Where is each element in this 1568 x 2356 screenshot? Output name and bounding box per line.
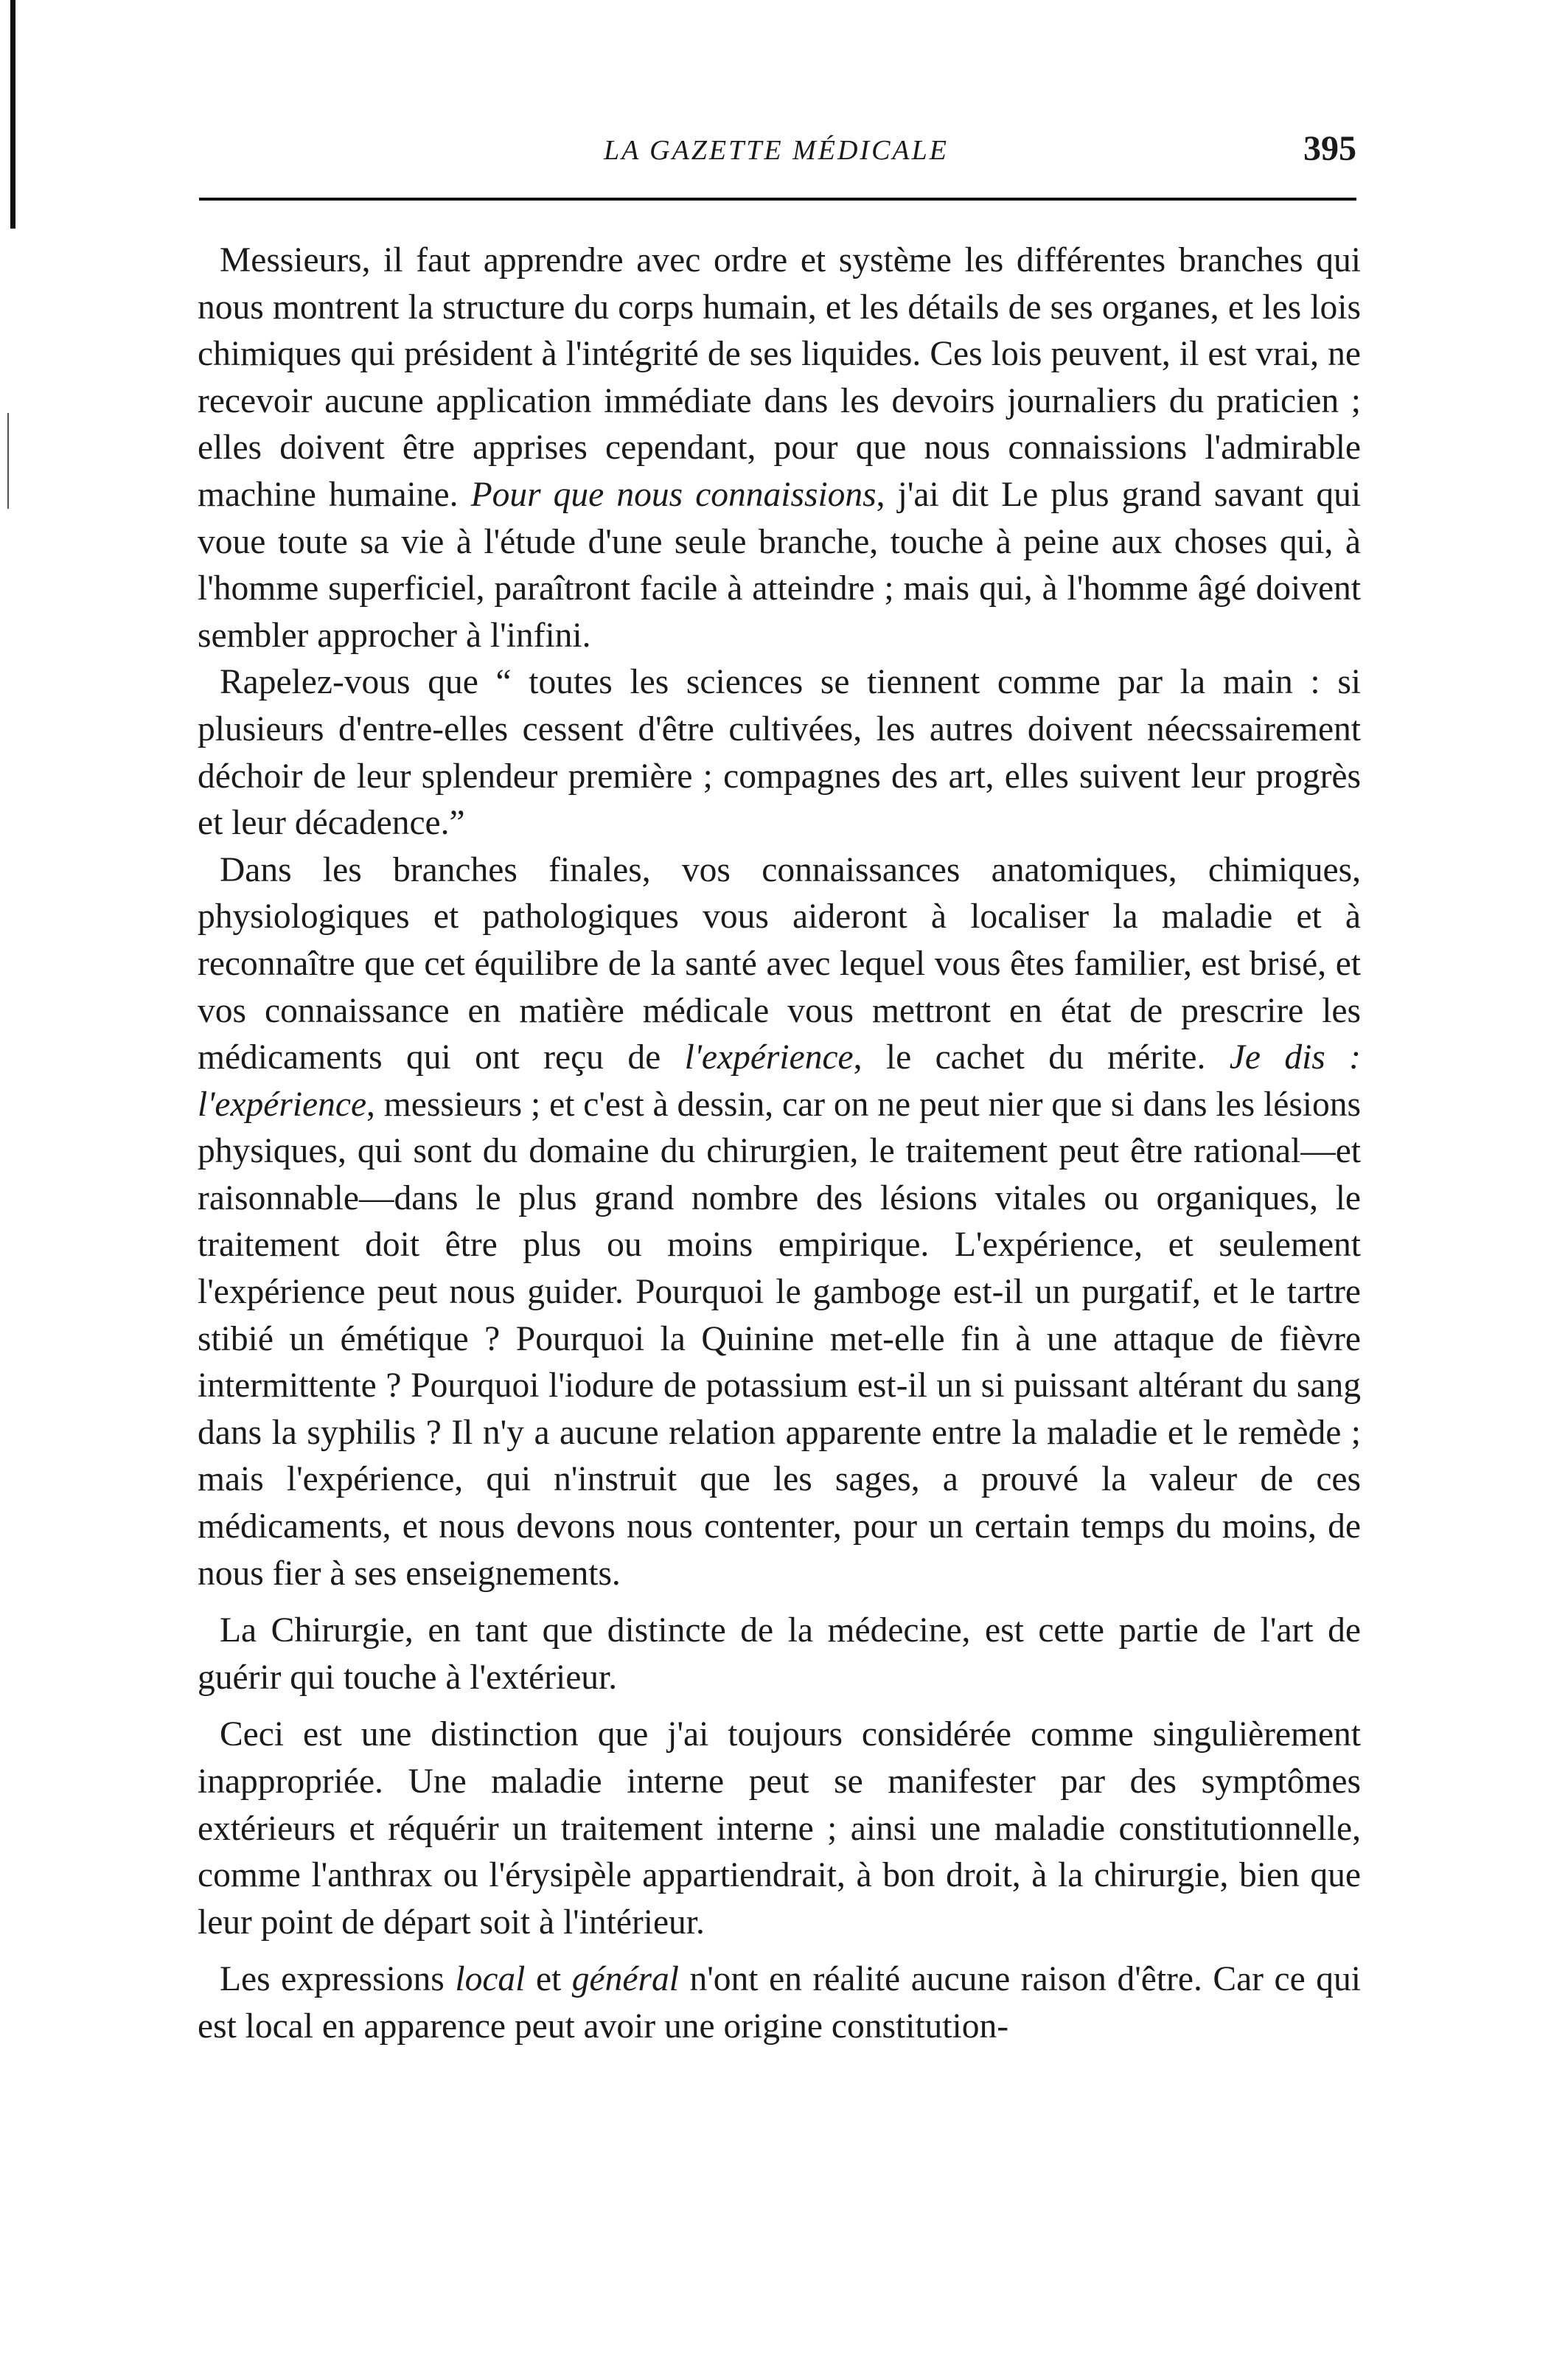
paragraph xyxy=(198,1608,1361,1701)
text-run: , messieurs ; et c'est à dessin, car on ne peut nier que si dans les lésions physiques, qui sont du domaine du chirurgien, le traitement peut être rational—et raisonnable—dans le plus grand nombre des lésions vitales ou organiques, le traitement doit être plus ou moins empirique. L'expérience, et seulement l'expérience peut nous guider. Pourquoi le gamboge est-il un purgatif, et le tartre stibié un émétique ? Pourquoi la Quinine met-elle fin à une attaque de fièvre intermittente ? Pourquoi l'iodure de potassium est-il un si puissant altérant du sang dans la syphilis ? Il n'y a aucune relation apparente entre la maladie et le remède ; mais l'expérience, qui n'instruit que les sages, a prouvé la valeur de ces médicaments, et nous devons nous contenter, pour un certain temps du moins, de nous fier à ses enseignements. xyxy=(198,1085,1361,1593)
italic-text: local xyxy=(455,1960,526,1999)
italic-text: général xyxy=(571,1960,679,1999)
scan-edge-mark xyxy=(10,0,15,229)
page-number: 395 xyxy=(1303,129,1356,168)
italic-text: l'expérience xyxy=(684,1038,854,1077)
text-run: Messieurs, il faut apprendre avec ordre et système les différentes branches qui nous montrent la structure du corps humain, et les détails de ses organes, et les lois chimiques qui président à l'intégrité de ses liquides. Ces lois peuvent, il est vrai, ne recevoir aucune application immédiate dans les devoirs journaliers du praticien ; elles doivent être apprises cependant, pour que nous connaissions l'admirable machine humaine. xyxy=(198,241,1361,514)
paragraph xyxy=(198,237,1361,659)
paragraph xyxy=(198,1712,1361,1946)
paragraph xyxy=(198,659,1361,847)
text-run: Rapelez-vous que “ toutes les sciences se tiennent comme par la main : si plusieurs d'entre-elles cessent d'être cultivées, les autres doivent néecssairement déchoir de leur splendeur première ; compagnes des art, elles suivent leur progrès et leur décadence.” xyxy=(198,663,1361,843)
italic-text: Je dis : xyxy=(1229,1038,1361,1077)
text-run: n'ont en réalité aucune raison d'être. Car ce qui est local en apparence peut avoir une origine constitution- xyxy=(198,1960,1361,2046)
text-run: Dans les branches finales, vos connaissances anatomiques, chimiques, physiologiques et pathologiques vous aideront à localiser la maladie et à reconnaître que cet équilibre de la santé avec lequel vous êtes familier, est brisé, et vos connaissance en matière médicale vous mettront en état de prescrire les médicaments qui ont reçu de xyxy=(198,850,1361,1077)
text-run: Les expressions xyxy=(220,1960,456,1999)
text-run: La Chirurgie, en tant que distincte de la médecine, est cette partie de l'art de guérir qui touche à l'extérieur. xyxy=(198,1611,1361,1697)
header-rule xyxy=(199,198,1356,201)
text-run: et xyxy=(525,1960,572,1999)
text-run: , j'ai dit Le plus grand savant qui voue toute sa vie à l'étude d'une seule branche, touche à peine aux choses qui, à l'homme superficiel, paraîtront facile à atteindre ; mais qui, à l'homme âgé doivent sembler approcher à l'infini. xyxy=(198,475,1362,655)
paragraph xyxy=(198,1956,1361,2050)
body-text xyxy=(198,237,1361,2051)
italic-text: Pour que nous connaissions xyxy=(470,475,877,514)
italic-text: l'expérience xyxy=(198,1085,367,1124)
scan-edge-mark-secondary xyxy=(7,413,9,509)
running-title: LA GAZETTE MÉDICALE xyxy=(603,135,949,166)
page-header xyxy=(196,124,1356,183)
paragraph xyxy=(198,847,1361,1598)
text-run: Ceci est une distinction que j'ai toujours considérée comme singulièrement inappropriée. Une maladie interne peut se manifester par des symptômes extérieurs et réquérir un traitement interne ; ainsi une maladie constitutionnelle, comme l'anthrax ou l'érysipèle appartiendrait, à bon droit, à la chirurgie, bien que leur point de départ soit à l'intérieur. xyxy=(198,1715,1361,1942)
text-run: , le cachet du mérite. xyxy=(853,1038,1230,1077)
